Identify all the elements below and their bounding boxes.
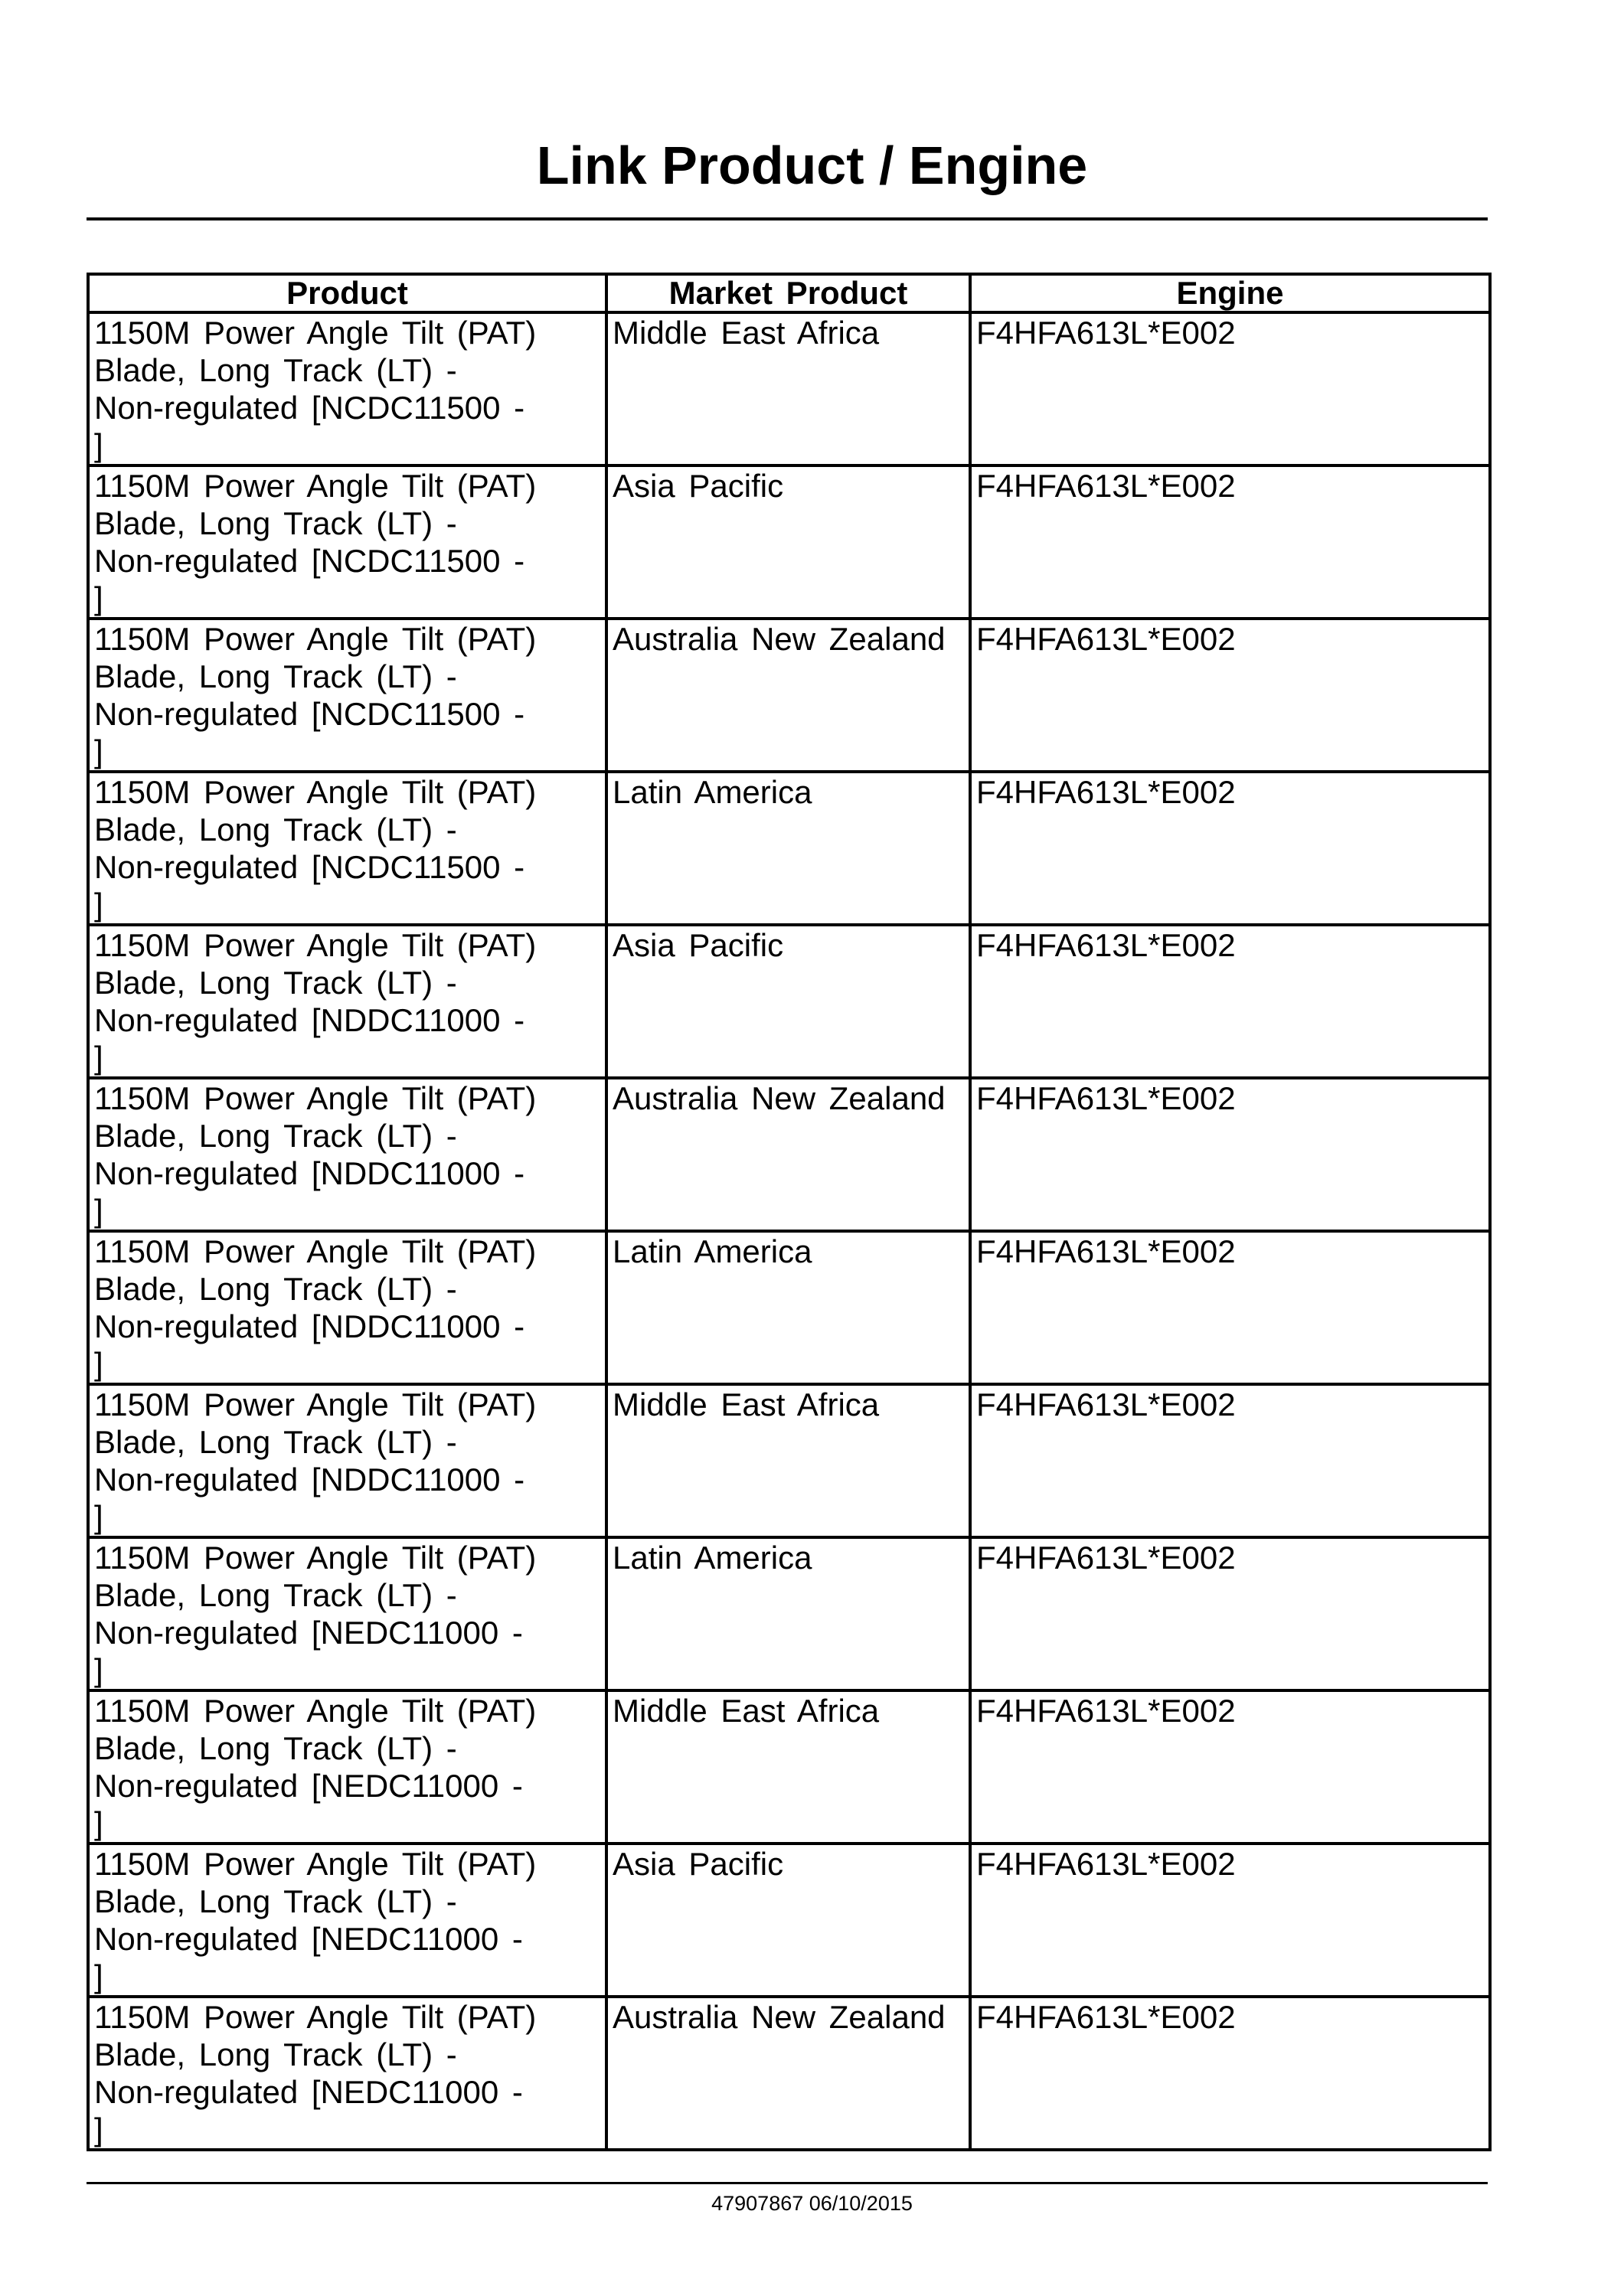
table-row	[88, 1384, 1490, 1537]
cell-engine: F4HFA613L*E002	[970, 619, 1490, 772]
column-header-product: Product	[88, 274, 606, 312]
cell-engine: F4HFA613L*E002	[970, 1384, 1490, 1537]
cell-product: 1150M Power Angle Tilt (PAT) Blade, Long Track (LT) - Non-regulated [NCDC11500 - ]	[88, 465, 606, 619]
cell-product: 1150M Power Angle Tilt (PAT) Blade, Long Track (LT) - Non-regulated [NDDC11000 - ]	[88, 1231, 606, 1384]
table-row	[88, 772, 1490, 925]
cell-market-product: Asia Pacific	[606, 465, 970, 619]
cell-engine: F4HFA613L*E002	[970, 1844, 1490, 1997]
table-row	[88, 1844, 1490, 1997]
cell-engine: F4HFA613L*E002	[970, 772, 1490, 925]
cell-market-product: Australia New Zealand	[606, 1997, 970, 2150]
column-header-engine: Engine	[970, 274, 1490, 312]
table-row	[88, 925, 1490, 1078]
page-title: Link Product / Engine	[536, 136, 1088, 195]
table-row	[88, 619, 1490, 772]
cell-product: 1150M Power Angle Tilt (PAT) Blade, Long Track (LT) - Non-regulated [NCDC11500 - ]	[88, 312, 606, 465]
cell-market-product: Australia New Zealand	[606, 619, 970, 772]
table-row	[88, 1690, 1490, 1844]
cell-engine: F4HFA613L*E002	[970, 925, 1490, 1078]
footer-divider	[87, 2182, 1488, 2184]
cell-engine: F4HFA613L*E002	[970, 1537, 1490, 1690]
cell-market-product: Latin America	[606, 1537, 970, 1690]
cell-product: 1150M Power Angle Tilt (PAT) Blade, Long Track (LT) - Non-regulated [NEDC11000 - ]	[88, 1537, 606, 1690]
cell-product: 1150M Power Angle Tilt (PAT) Blade, Long Track (LT) - Non-regulated [NEDC11000 - ]	[88, 1844, 606, 1997]
cell-engine: F4HFA613L*E002	[970, 1231, 1490, 1384]
cell-product: 1150M Power Angle Tilt (PAT) Blade, Long Track (LT) - Non-regulated [NCDC11500 - ]	[88, 619, 606, 772]
title-divider	[87, 217, 1488, 220]
table-row	[88, 1997, 1490, 2150]
cell-product: 1150M Power Angle Tilt (PAT) Blade, Long Track (LT) - Non-regulated [NCDC11500 - ]	[88, 772, 606, 925]
table-row	[88, 1231, 1490, 1384]
cell-product: 1150M Power Angle Tilt (PAT) Blade, Long Track (LT) - Non-regulated [NDDC11000 - ]	[88, 1078, 606, 1231]
table-row	[88, 465, 1490, 619]
link-product-engine-table	[87, 273, 1492, 2151]
table-row	[88, 312, 1490, 465]
table-row	[88, 1537, 1490, 1690]
table-header-row	[88, 274, 1490, 312]
cell-product: 1150M Power Angle Tilt (PAT) Blade, Long Track (LT) - Non-regulated [NDDC11000 - ]	[88, 1384, 606, 1537]
cell-market-product: Middle East Africa	[606, 1690, 970, 1844]
footer-document-id: 47907867 06/10/2015	[711, 2192, 913, 2215]
cell-product: 1150M Power Angle Tilt (PAT) Blade, Long Track (LT) - Non-regulated [NEDC11000 - ]	[88, 1690, 606, 1844]
cell-engine: F4HFA613L*E002	[970, 312, 1490, 465]
cell-market-product: Latin America	[606, 772, 970, 925]
cell-market-product: Middle East Africa	[606, 312, 970, 465]
cell-market-product: Australia New Zealand	[606, 1078, 970, 1231]
cell-engine: F4HFA613L*E002	[970, 1997, 1490, 2150]
cell-market-product: Asia Pacific	[606, 1844, 970, 1997]
cell-engine: F4HFA613L*E002	[970, 465, 1490, 619]
cell-engine: F4HFA613L*E002	[970, 1078, 1490, 1231]
table-row	[88, 1078, 1490, 1231]
cell-product: 1150M Power Angle Tilt (PAT) Blade, Long Track (LT) - Non-regulated [NDDC11000 - ]	[88, 925, 606, 1078]
cell-market-product: Middle East Africa	[606, 1384, 970, 1537]
column-header-market-product: Market Product	[606, 274, 970, 312]
cell-market-product: Latin America	[606, 1231, 970, 1384]
cell-engine: F4HFA613L*E002	[970, 1690, 1490, 1844]
cell-market-product: Asia Pacific	[606, 925, 970, 1078]
cell-product: 1150M Power Angle Tilt (PAT) Blade, Long Track (LT) - Non-regulated [NEDC11000 - ]	[88, 1997, 606, 2150]
table-body	[88, 312, 1490, 2150]
